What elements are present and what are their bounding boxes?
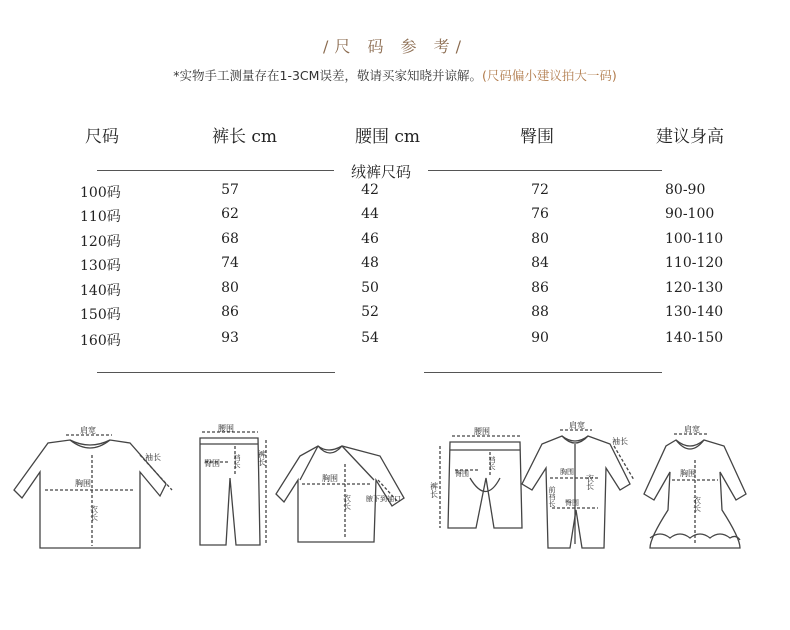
raglan-length-label: 衣长 [342,494,352,510]
pants-length-label: 裤长 [257,450,267,466]
cell-pant-length: 62 [221,206,239,222]
dress-length-label: 衣长 [692,496,702,512]
divider-right [428,170,662,171]
cell-pant-length: 86 [221,304,239,320]
cell-hip: 90 [531,330,549,346]
cell-hip: 86 [531,280,549,296]
cell-size: 100码 [80,185,121,201]
cell-pant-length: 93 [221,330,239,346]
cell-pant-length: 74 [221,255,239,271]
size-advice: (尺码偏小建议拍大一码) [481,68,617,83]
section-label: 绒裤尺码 [350,163,411,181]
cell-waist: 44 [361,206,379,222]
cell-waist: 48 [361,255,379,271]
cell-waist: 46 [361,231,379,247]
bottom-rule-left [97,372,335,373]
cell-size: 150码 [80,307,121,323]
cell-waist: 42 [361,182,379,198]
cell-pant-length: 57 [221,182,239,198]
shorts-length-label: 裤长 [429,482,439,498]
romper-crotch-label: 前裆长 [548,486,556,507]
romper-sleeve-label: 袖长 [612,437,628,446]
cell-size: 110码 [80,209,121,225]
cell-hip: 80 [531,231,549,247]
shorts-waist-label: 腰围 [474,427,490,436]
romper-hip-label: 臀围 [565,499,579,507]
cell-waist: 54 [361,330,379,346]
pants-diagram [200,424,267,545]
cell-hip: 76 [531,206,549,222]
column-header-pant-length: 裤长 cm [212,127,278,147]
cell-size: 160码 [80,333,121,349]
dress-chest-label: 胸围 [680,469,696,478]
cell-height: 100-110 [665,231,724,247]
cell-height: 140-150 [665,330,724,346]
cell-hip: 88 [531,304,549,320]
cell-size: 130码 [80,258,121,274]
cell-size: 140码 [80,283,121,299]
shorts-hip-label: 臀围 [455,470,469,478]
cell-height: 90-100 [665,206,715,222]
raglan-diagram [276,446,404,542]
cell-waist: 52 [361,304,379,320]
shirt-shoulder-label: 肩宽 [80,426,96,435]
pants-rise-label: 裆长 [233,454,241,468]
cell-pant-length: 80 [221,280,239,296]
shorts-diagram [430,427,523,528]
romper-length-label: 衣长 [585,474,595,490]
raglan-armpit-label: 腋下到袖口 [366,495,401,503]
pants-hip-label: 臀围 [204,459,220,468]
column-header-waist: 腰围 cm [355,127,421,147]
cell-size: 120码 [80,234,121,250]
romper-shoulder-label: 肩宽 [569,421,585,430]
shorts-rise-label: 裆长 [488,456,496,470]
column-header-hip: 臀围 [520,127,554,147]
dress-diagram [644,424,746,548]
column-header-size: 尺码 [85,127,119,147]
cell-height: 130-140 [665,304,724,320]
cell-hip: 84 [531,255,549,271]
dress-shoulder-label: 肩宽 [684,425,700,434]
page-title: /尺 码 参 考/ [322,37,468,56]
cell-height: 80-90 [665,182,706,198]
raglan-chest-label: 胸围 [322,474,338,483]
column-header-height: 建议身高 [656,127,724,147]
romper-chest-label: 胸围 [560,468,574,476]
cell-pant-length: 68 [221,231,239,247]
cell-hip: 72 [531,182,549,198]
divider-left [97,170,334,171]
romper-diagram [522,420,634,548]
bottom-rule-right [424,372,662,373]
shirt-diagram [14,425,172,548]
pants-waist-label: 腰围 [218,424,234,433]
cell-height: 120-130 [665,280,724,296]
shirt-chest-label: 胸围 [75,479,91,488]
cell-waist: 50 [361,280,379,296]
shirt-sleeve-label: 袖长 [145,453,161,462]
cell-height: 110-120 [665,255,724,271]
measurement-diagrams [0,410,790,560]
shirt-length-label: 衣长 [89,505,99,521]
measurement-disclaimer: *实物手工测量存在1-3CM误差，敬请买家知晓并谅解。 [173,68,482,83]
measurement-note [0,66,790,84]
